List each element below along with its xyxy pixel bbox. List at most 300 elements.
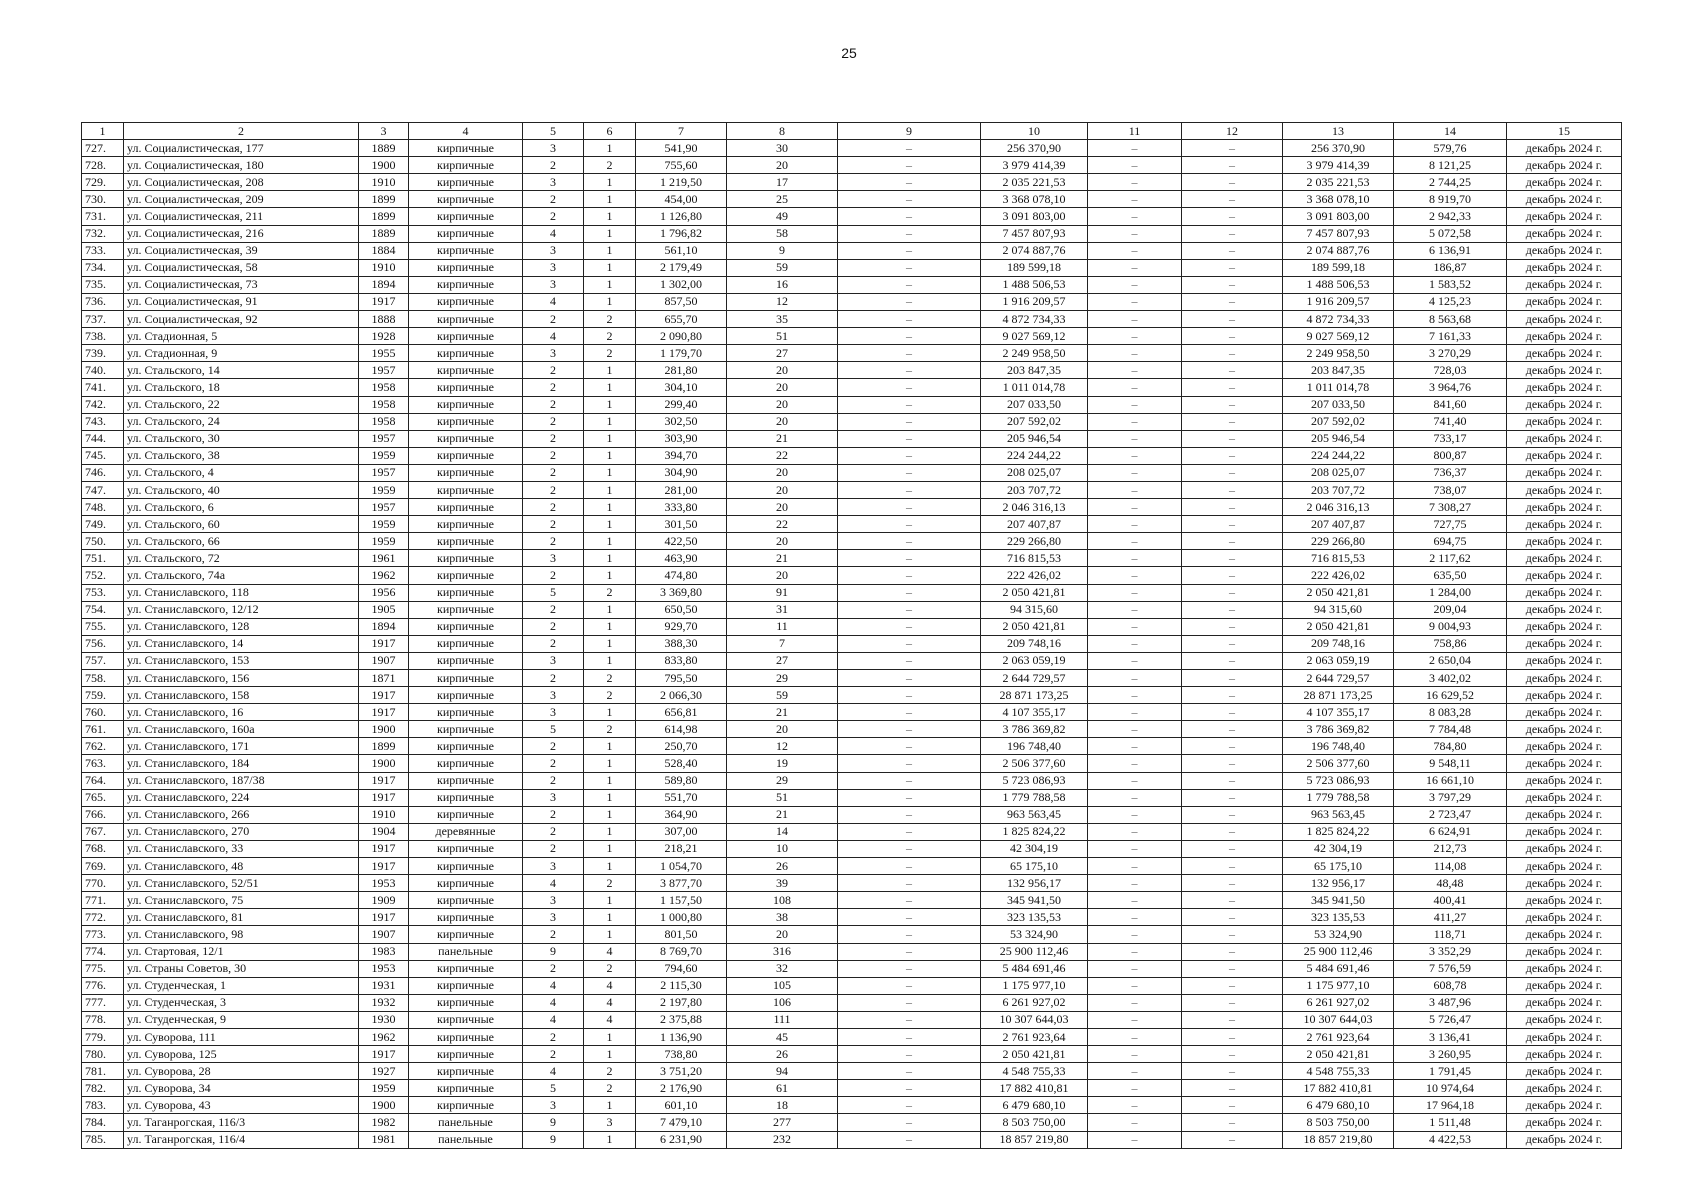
cell-total-cost: 2 506 377,60 — [981, 755, 1088, 772]
cell-year-built: 1983 — [359, 943, 409, 960]
cell-address: ул. Станиславского, 187/38 — [124, 772, 359, 789]
column-header-3: 3 — [359, 123, 409, 140]
cell-floors: 4 — [523, 875, 584, 892]
cell-residents: 45 — [727, 1028, 838, 1045]
cell-area: 281,80 — [636, 362, 727, 379]
cell-year-built: 1910 — [359, 259, 409, 276]
cell-row-number: 738. — [82, 328, 124, 345]
cell-entrances: 4 — [584, 943, 636, 960]
cell-col-9: – — [838, 618, 981, 635]
cell-floors: 2 — [523, 601, 584, 618]
cell-col-11: – — [1088, 635, 1182, 652]
cell-cost-13: 1 011 014,78 — [1283, 379, 1394, 396]
table-row — [82, 926, 1622, 943]
cell-residents: 20 — [727, 721, 838, 738]
cell-row-number: 730. — [82, 191, 124, 208]
cell-total-cost: 2 050 421,81 — [981, 1046, 1088, 1063]
cell-floors: 9 — [523, 1114, 584, 1131]
cell-wall-material: кирпичные — [409, 140, 523, 157]
cell-wall-material: кирпичные — [409, 481, 523, 498]
cell-col-9: – — [838, 362, 981, 379]
cell-col-12: – — [1182, 1097, 1283, 1114]
cell-completion-date: декабрь 2024 г. — [1507, 789, 1622, 806]
cell-col-12: – — [1182, 1028, 1283, 1045]
cell-address: ул. Станиславского, 16 — [124, 704, 359, 721]
cell-cost-13: 132 956,17 — [1283, 875, 1394, 892]
cell-wall-material: кирпичные — [409, 1080, 523, 1097]
cell-address: ул. Станиславского, 52/51 — [124, 875, 359, 892]
cell-total-cost: 345 941,50 — [981, 892, 1088, 909]
table-row — [82, 652, 1622, 669]
cell-residents: 94 — [727, 1063, 838, 1080]
cell-col-12: – — [1182, 977, 1283, 994]
cell-year-built: 1907 — [359, 926, 409, 943]
cell-area: 1 796,82 — [636, 225, 727, 242]
table-row — [82, 396, 1622, 413]
cell-area: 561,10 — [636, 242, 727, 259]
cell-row-number: 771. — [82, 892, 124, 909]
cell-year-built: 1910 — [359, 174, 409, 191]
cell-total-cost: 1 488 506,53 — [981, 276, 1088, 293]
cell-floors: 9 — [523, 943, 584, 960]
cell-area: 2 176,90 — [636, 1080, 727, 1097]
cell-completion-date: декабрь 2024 г. — [1507, 1114, 1622, 1131]
cell-year-built: 1907 — [359, 652, 409, 669]
cell-entrances: 1 — [584, 635, 636, 652]
column-header-6: 6 — [584, 123, 636, 140]
cell-address: ул. Стадионная, 5 — [124, 328, 359, 345]
cell-cost-per-unit: 1 583,52 — [1394, 276, 1507, 293]
cell-col-12: – — [1182, 567, 1283, 584]
cell-area: 304,90 — [636, 464, 727, 481]
cell-floors: 3 — [523, 652, 584, 669]
cell-col-11: – — [1088, 1114, 1182, 1131]
table-row — [82, 328, 1622, 345]
cell-wall-material: кирпичные — [409, 772, 523, 789]
cell-total-cost: 7 457 807,93 — [981, 225, 1088, 242]
cell-cost-13: 1 175 977,10 — [1283, 977, 1394, 994]
cell-address: ул. Стальского, 4 — [124, 464, 359, 481]
cell-address: ул. Стальского, 30 — [124, 430, 359, 447]
cell-residents: 21 — [727, 806, 838, 823]
cell-wall-material: кирпичные — [409, 960, 523, 977]
cell-col-11: – — [1088, 755, 1182, 772]
cell-year-built: 1953 — [359, 875, 409, 892]
cell-row-number: 734. — [82, 259, 124, 276]
cell-col-12: – — [1182, 311, 1283, 328]
cell-cost-per-unit: 186,87 — [1394, 259, 1507, 276]
cell-address: ул. Станиславского, 98 — [124, 926, 359, 943]
cell-cost-per-unit: 4 422,53 — [1394, 1131, 1507, 1148]
cell-completion-date: декабрь 2024 г. — [1507, 704, 1622, 721]
cell-completion-date: декабрь 2024 г. — [1507, 1097, 1622, 1114]
table-row — [82, 191, 1622, 208]
cell-cost-13: 2 506 377,60 — [1283, 755, 1394, 772]
cell-year-built: 1900 — [359, 721, 409, 738]
cell-cost-per-unit: 5 726,47 — [1394, 1011, 1507, 1028]
cell-cost-per-unit: 9 004,93 — [1394, 618, 1507, 635]
cell-wall-material: кирпичные — [409, 670, 523, 687]
cell-col-12: – — [1182, 430, 1283, 447]
cell-total-cost: 209 748,16 — [981, 635, 1088, 652]
cell-cost-per-unit: 16 629,52 — [1394, 687, 1507, 704]
table-row — [82, 362, 1622, 379]
cell-residents: 26 — [727, 1046, 838, 1063]
cell-total-cost: 963 563,45 — [981, 806, 1088, 823]
cell-row-number: 778. — [82, 1011, 124, 1028]
cell-residents: 21 — [727, 430, 838, 447]
cell-year-built: 1959 — [359, 533, 409, 550]
cell-col-12: – — [1182, 464, 1283, 481]
cell-entrances: 1 — [584, 789, 636, 806]
cell-residents: 51 — [727, 789, 838, 806]
cell-row-number: 731. — [82, 208, 124, 225]
cell-address: ул. Стальского, 14 — [124, 362, 359, 379]
cell-col-11: – — [1088, 259, 1182, 276]
cell-cost-13: 345 941,50 — [1283, 892, 1394, 909]
cell-completion-date: декабрь 2024 г. — [1507, 550, 1622, 567]
table-row — [82, 276, 1622, 293]
table-row — [82, 687, 1622, 704]
cell-col-12: – — [1182, 721, 1283, 738]
cell-entrances: 1 — [584, 892, 636, 909]
table-row — [82, 892, 1622, 909]
cell-col-9: – — [838, 994, 981, 1011]
cell-year-built: 1927 — [359, 1063, 409, 1080]
table-row — [82, 533, 1622, 550]
column-header-1: 1 — [82, 123, 124, 140]
cell-floors: 2 — [523, 396, 584, 413]
cell-col-11: – — [1088, 721, 1182, 738]
cell-completion-date: декабрь 2024 г. — [1507, 464, 1622, 481]
cell-col-12: – — [1182, 447, 1283, 464]
cell-wall-material: кирпичные — [409, 635, 523, 652]
cell-cost-13: 207 407,87 — [1283, 516, 1394, 533]
cell-address: ул. Станиславского, 266 — [124, 806, 359, 823]
cell-cost-13: 2 050 421,81 — [1283, 1046, 1394, 1063]
cell-col-12: – — [1182, 1080, 1283, 1097]
cell-cost-13: 65 175,10 — [1283, 858, 1394, 875]
cell-completion-date: декабрь 2024 г. — [1507, 1011, 1622, 1028]
cell-col-9: – — [838, 191, 981, 208]
cell-total-cost: 53 324,90 — [981, 926, 1088, 943]
cell-col-11: – — [1088, 738, 1182, 755]
cell-entrances: 2 — [584, 1080, 636, 1097]
cell-wall-material: кирпичные — [409, 858, 523, 875]
cell-floors: 2 — [523, 481, 584, 498]
cell-col-9: – — [838, 823, 981, 840]
table-row — [82, 755, 1622, 772]
cell-area: 833,80 — [636, 652, 727, 669]
cell-cost-13: 224 244,22 — [1283, 447, 1394, 464]
cell-residents: 22 — [727, 516, 838, 533]
cell-col-11: – — [1088, 311, 1182, 328]
cell-residents: 21 — [727, 550, 838, 567]
cell-cost-13: 3 091 803,00 — [1283, 208, 1394, 225]
cell-completion-date: декабрь 2024 г. — [1507, 174, 1622, 191]
cell-col-11: – — [1088, 618, 1182, 635]
cell-col-9: – — [838, 840, 981, 857]
cell-cost-13: 196 748,40 — [1283, 738, 1394, 755]
cell-total-cost: 189 599,18 — [981, 259, 1088, 276]
cell-floors: 3 — [523, 789, 584, 806]
table-row — [82, 550, 1622, 567]
cell-total-cost: 4 548 755,33 — [981, 1063, 1088, 1080]
cell-completion-date: декабрь 2024 г. — [1507, 225, 1622, 242]
cell-col-11: – — [1088, 242, 1182, 259]
cell-entrances: 1 — [584, 447, 636, 464]
cell-area: 2 375,88 — [636, 1011, 727, 1028]
cell-total-cost: 205 946,54 — [981, 430, 1088, 447]
cell-residents: 20 — [727, 481, 838, 498]
cell-row-number: 773. — [82, 926, 124, 943]
cell-entrances: 1 — [584, 755, 636, 772]
table-row — [82, 464, 1622, 481]
cell-row-number: 741. — [82, 379, 124, 396]
cell-residents: 105 — [727, 977, 838, 994]
table-row — [82, 157, 1622, 174]
cell-entrances: 2 — [584, 960, 636, 977]
cell-col-12: – — [1182, 601, 1283, 618]
cell-total-cost: 256 370,90 — [981, 140, 1088, 157]
cell-cost-per-unit: 8 563,68 — [1394, 311, 1507, 328]
cell-area: 302,50 — [636, 413, 727, 430]
cell-cost-13: 2 761 923,64 — [1283, 1028, 1394, 1045]
cell-row-number: 753. — [82, 584, 124, 601]
cell-col-12: – — [1182, 840, 1283, 857]
cell-col-12: – — [1182, 225, 1283, 242]
table-row — [82, 225, 1622, 242]
cell-cost-13: 7 457 807,93 — [1283, 225, 1394, 242]
table-row — [82, 345, 1622, 362]
table-row — [82, 738, 1622, 755]
cell-cost-13: 963 563,45 — [1283, 806, 1394, 823]
cell-area: 929,70 — [636, 618, 727, 635]
cell-col-12: – — [1182, 584, 1283, 601]
cell-col-9: – — [838, 345, 981, 362]
cell-col-11: – — [1088, 379, 1182, 396]
cell-year-built: 1884 — [359, 242, 409, 259]
cell-completion-date: декабрь 2024 г. — [1507, 1063, 1622, 1080]
cell-entrances: 1 — [584, 276, 636, 293]
cell-cost-13: 2 074 887,76 — [1283, 242, 1394, 259]
cell-wall-material: кирпичные — [409, 601, 523, 618]
cell-col-12: – — [1182, 789, 1283, 806]
cell-residents: 20 — [727, 379, 838, 396]
cell-total-cost: 8 503 750,00 — [981, 1114, 1088, 1131]
cell-col-12: – — [1182, 875, 1283, 892]
table-row — [82, 379, 1622, 396]
cell-year-built: 1959 — [359, 481, 409, 498]
cell-year-built: 1959 — [359, 516, 409, 533]
cell-completion-date: декабрь 2024 г. — [1507, 823, 1622, 840]
cell-cost-13: 42 304,19 — [1283, 840, 1394, 857]
cell-area: 364,90 — [636, 806, 727, 823]
cell-entrances: 1 — [584, 618, 636, 635]
cell-col-11: – — [1088, 276, 1182, 293]
cell-cost-13: 207 592,02 — [1283, 413, 1394, 430]
cell-entrances: 1 — [584, 533, 636, 550]
cell-cost-13: 5 484 691,46 — [1283, 960, 1394, 977]
cell-col-9: – — [838, 328, 981, 345]
cell-col-9: – — [838, 772, 981, 789]
cell-wall-material: кирпичные — [409, 242, 523, 259]
cell-row-number: 770. — [82, 875, 124, 892]
cell-col-12: – — [1182, 755, 1283, 772]
cell-floors: 3 — [523, 174, 584, 191]
cell-total-cost: 94 315,60 — [981, 601, 1088, 618]
cell-entrances: 2 — [584, 311, 636, 328]
cell-area: 2 090,80 — [636, 328, 727, 345]
cell-residents: 29 — [727, 670, 838, 687]
cell-col-9: – — [838, 652, 981, 669]
cell-total-cost: 28 871 173,25 — [981, 687, 1088, 704]
cell-row-number: 746. — [82, 464, 124, 481]
cell-cost-per-unit: 733,17 — [1394, 430, 1507, 447]
table-row — [82, 823, 1622, 840]
cell-cost-per-unit: 2 117,62 — [1394, 550, 1507, 567]
cell-address: ул. Студенческая, 3 — [124, 994, 359, 1011]
cell-area: 301,50 — [636, 516, 727, 533]
cell-row-number: 765. — [82, 789, 124, 806]
cell-col-12: – — [1182, 259, 1283, 276]
cell-entrances: 1 — [584, 242, 636, 259]
cell-residents: 35 — [727, 311, 838, 328]
cell-address: ул. Социалистическая, 92 — [124, 311, 359, 328]
column-header-13: 13 — [1283, 123, 1394, 140]
cell-address: ул. Студенческая, 1 — [124, 977, 359, 994]
cell-total-cost: 65 175,10 — [981, 858, 1088, 875]
cell-residents: 22 — [727, 447, 838, 464]
cell-floors: 2 — [523, 806, 584, 823]
cell-row-number: 764. — [82, 772, 124, 789]
cell-residents: 16 — [727, 276, 838, 293]
cell-year-built: 1932 — [359, 994, 409, 1011]
cell-row-number: 742. — [82, 396, 124, 413]
cell-col-12: – — [1182, 823, 1283, 840]
cell-cost-per-unit: 17 964,18 — [1394, 1097, 1507, 1114]
cell-row-number: 763. — [82, 755, 124, 772]
cell-col-9: – — [838, 276, 981, 293]
cell-completion-date: декабрь 2024 г. — [1507, 1131, 1622, 1148]
cell-year-built: 1917 — [359, 687, 409, 704]
table-row — [82, 1114, 1622, 1131]
cell-row-number: 783. — [82, 1097, 124, 1114]
cell-cost-per-unit: 1 284,00 — [1394, 584, 1507, 601]
cell-total-cost: 42 304,19 — [981, 840, 1088, 857]
cell-col-12: – — [1182, 533, 1283, 550]
cell-cost-per-unit: 9 548,11 — [1394, 755, 1507, 772]
column-header-8: 8 — [727, 123, 838, 140]
cell-cost-per-unit: 2 723,47 — [1394, 806, 1507, 823]
cell-area: 2 115,30 — [636, 977, 727, 994]
cell-row-number: 749. — [82, 516, 124, 533]
cell-cost-per-unit: 6 136,91 — [1394, 242, 1507, 259]
cell-entrances: 2 — [584, 687, 636, 704]
cell-wall-material: кирпичные — [409, 892, 523, 909]
cell-completion-date: декабрь 2024 г. — [1507, 430, 1622, 447]
cell-wall-material: кирпичные — [409, 328, 523, 345]
cell-year-built: 1917 — [359, 635, 409, 652]
cell-entrances: 1 — [584, 379, 636, 396]
cell-wall-material: кирпичные — [409, 362, 523, 379]
cell-col-9: – — [838, 567, 981, 584]
cell-entrances: 1 — [584, 516, 636, 533]
cell-address: ул. Станиславского, 158 — [124, 687, 359, 704]
cell-row-number: 739. — [82, 345, 124, 362]
cell-total-cost: 4 872 734,33 — [981, 311, 1088, 328]
cell-cost-per-unit: 728,03 — [1394, 362, 1507, 379]
cell-area: 1 126,80 — [636, 208, 727, 225]
cell-area: 3 877,70 — [636, 875, 727, 892]
cell-col-9: – — [838, 1080, 981, 1097]
cell-residents: 25 — [727, 191, 838, 208]
cell-cost-13: 3 368 078,10 — [1283, 191, 1394, 208]
cell-col-9: – — [838, 670, 981, 687]
cell-row-number: 743. — [82, 413, 124, 430]
cell-total-cost: 132 956,17 — [981, 875, 1088, 892]
cell-cost-per-unit: 7 576,59 — [1394, 960, 1507, 977]
cell-col-12: – — [1182, 960, 1283, 977]
cell-entrances: 1 — [584, 208, 636, 225]
cell-col-11: – — [1088, 1011, 1182, 1028]
cell-wall-material: кирпичные — [409, 550, 523, 567]
cell-completion-date: декабрь 2024 г. — [1507, 772, 1622, 789]
cell-cost-13: 53 324,90 — [1283, 926, 1394, 943]
cell-row-number: 785. — [82, 1131, 124, 1148]
cell-row-number: 761. — [82, 721, 124, 738]
cell-total-cost: 224 244,22 — [981, 447, 1088, 464]
cell-total-cost: 207 592,02 — [981, 413, 1088, 430]
cell-address: ул. Социалистическая, 211 — [124, 208, 359, 225]
column-header-9: 9 — [838, 123, 981, 140]
cell-col-9: – — [838, 909, 981, 926]
cell-col-12: – — [1182, 738, 1283, 755]
cell-address: ул. Суворова, 43 — [124, 1097, 359, 1114]
cell-floors: 2 — [523, 823, 584, 840]
cell-cost-per-unit: 800,87 — [1394, 447, 1507, 464]
cell-completion-date: декабрь 2024 г. — [1507, 652, 1622, 669]
cell-col-12: – — [1182, 943, 1283, 960]
cell-col-11: – — [1088, 652, 1182, 669]
cell-residents: 20 — [727, 533, 838, 550]
cell-row-number: 767. — [82, 823, 124, 840]
cell-cost-13: 9 027 569,12 — [1283, 328, 1394, 345]
cell-address: ул. Стадионная, 9 — [124, 345, 359, 362]
cell-col-11: – — [1088, 892, 1182, 909]
cell-residents: 20 — [727, 926, 838, 943]
cell-wall-material: кирпичные — [409, 994, 523, 1011]
page-number: 25 — [841, 45, 857, 61]
cell-floors: 4 — [523, 994, 584, 1011]
cell-col-9: – — [838, 755, 981, 772]
table-row — [82, 1097, 1622, 1114]
cell-cost-13: 203 847,35 — [1283, 362, 1394, 379]
cell-wall-material: кирпичные — [409, 413, 523, 430]
cell-row-number: 775. — [82, 960, 124, 977]
cell-cost-13: 5 723 086,93 — [1283, 772, 1394, 789]
cell-residents: 20 — [727, 396, 838, 413]
cell-col-11: – — [1088, 789, 1182, 806]
cell-row-number: 740. — [82, 362, 124, 379]
cell-area: 2 066,30 — [636, 687, 727, 704]
cell-entrances: 1 — [584, 499, 636, 516]
cell-col-12: – — [1182, 772, 1283, 789]
cell-wall-material: кирпичные — [409, 533, 523, 550]
cell-col-9: – — [838, 259, 981, 276]
cell-total-cost: 6 479 680,10 — [981, 1097, 1088, 1114]
cell-col-9: – — [838, 311, 981, 328]
